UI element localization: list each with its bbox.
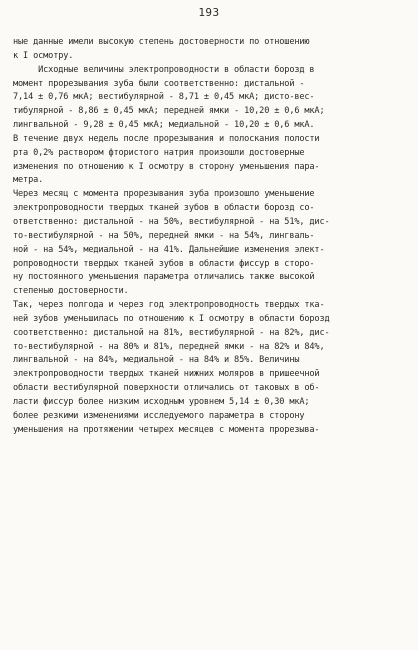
text-line: степенью достоверности. — [13, 286, 129, 297]
text-line: метра. — [13, 175, 44, 186]
text-line: соответственно: дистальной на 81%, вестибулярной - на 82%, дис- — [13, 327, 330, 338]
page-number: 193 — [198, 6, 220, 19]
text-line: ласти фиссур более низким исходным уровнем 5,14 ± 0,30 мкА; — [13, 396, 310, 407]
text-line: лингвальной - 9,28 ± 0,45 мкА; медиальной - 10,20 ± 0,6 мкА. — [13, 120, 315, 131]
text-line: рта 0,2% раствором фтористого натрия произошли достоверные — [13, 147, 305, 158]
text-line: момент прорезывания зуба были соответственно: дистальной - — [13, 78, 305, 89]
text-line: то-вестибулярной - на 80% и 81%, передней ямки - на 82% и 84%, — [13, 341, 325, 352]
text-line: ной - на 54%, медиальной - на 41%. Дальнейшие изменения элект- — [13, 244, 325, 255]
text-line: электропроводности твердых тканей зубов в области борозд со- — [13, 203, 315, 214]
text-line: 7,14 ± 0,76 мкА; вестибулярной - 8,71 ± 0,45 мкА; дисто-вес- — [13, 92, 315, 103]
text-line: изменения по отношению к I осмотру в сторону уменьшения пара- — [13, 161, 320, 172]
body-text — [13, 36, 404, 437]
text-line: лингвальной - на 84%, медиальной - на 84% и 85%. Величины — [13, 355, 300, 366]
text-line: ропроводности твердых тканей зубов в области фиссур в сторо- — [13, 258, 315, 269]
text-line: Исходные величины электропроводности в области борозд в — [13, 64, 315, 75]
text-line: области вестибулярной поверхности отличались от таковых в об- — [13, 383, 320, 394]
text-line: Через месяц с момента прорезывания зуба произошло уменьшение — [13, 189, 315, 200]
text-line: к I осмотру. — [13, 50, 74, 61]
text-line: более резкими изменениями исследуемого параметра в сторону — [13, 410, 305, 421]
text-line: ные данные имели высокую степень достоверности по отношению — [13, 37, 310, 47]
text-line: В течение двух недель после прорезывания и полоскания полости — [13, 133, 320, 144]
text-line: ней зубов уменьшилась по отношению к I осмотру в области борозд — [13, 313, 330, 324]
text-line: электропроводности твердых тканей нижних моляров в пришеечной — [13, 369, 320, 380]
text-line: ответственно: дистальной - на 50%, вестибулярной - на 51%, дис- — [13, 216, 330, 227]
text-line: Так, через полгода и через год электропроводность твердых тка- — [13, 300, 325, 311]
text-line: то-вестибулярной - на 50%, передней ямки - на 54%, лингваль- — [13, 230, 315, 241]
text-line: ну постоянного уменьшения параметра отличались также высокой — [13, 272, 315, 283]
text-line: уменьшения на протяжении четырех месяцев с момента прорезыва- — [13, 424, 320, 435]
text-line: тибулярной - 8,86 ± 0,45 мкА; передней ямки - 10,20 ± 0,6 мкА; — [13, 106, 325, 117]
